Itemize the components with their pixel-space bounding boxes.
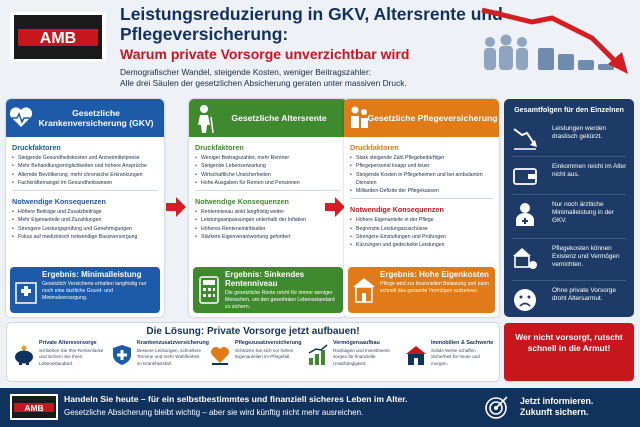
column-title: Gesetzliche Pflegeversicherung [367,113,498,123]
list-item: • Weniger Beitragszahler, mehr Rentner [195,154,347,162]
intro-line-1: Demografischer Wandel, steigende Kosten, weniger Beitragszahler: [120,67,372,77]
list-item: • Steigende Gesundheitskosten und Arzneimittelpreise [12,154,164,162]
solution-item-text: Bessere Leistungen, schnellere Termine und mehr Wahlfreiheit im Krankheitsfall. [137,348,202,366]
consequences-panel [504,99,634,317]
panel-item-text: Einkommen reicht im Alter nicht aus. [552,163,627,178]
divider [512,156,626,157]
solution-item-text: Solide Werte schaffen Sicherheit für heute und morgen. [431,348,480,366]
care-heart-icon [209,344,231,366]
consequences-title: Notwendige Konsequenzen [350,205,444,215]
column-header [6,99,164,137]
panel-item-text: Nur noch ärztliche Minimalleistung in der GKV. [552,201,614,224]
arrow-right-icon [166,196,186,218]
list-item: • Fokus auf medizinisch notwendige Basisversorgung [12,233,164,241]
solution-item-text: Schließen Sie Ihre Rentenlücke und sichern Sie Ihren Lebensstandard. [39,348,104,366]
solution-item-title: Private Altersvorsorge [39,340,97,346]
intro-line-2: Alle drei Säulen der gesetzlichen Absicherung geraten unter massiven Druck. [120,78,407,88]
consequences-title: Notwendige Konsequenzen [195,197,289,207]
panel-item [512,199,630,235]
consequences-title: Notwendige Konsequenzen [12,197,106,207]
result-box [348,267,495,313]
house-coins-icon [512,245,538,271]
column-header [344,99,499,137]
solution-item [109,340,209,380]
column-title: Gesetzliche Krankenversicherung (GKV) [38,108,154,128]
real-estate-icon [405,344,427,366]
calculator-icon [196,275,222,305]
column-rente [189,99,347,317]
doctor-icon [512,201,538,227]
list-item: • Hohe Ausgaben für Renten und Pensionen [195,179,347,187]
amb-logo-footer [10,394,58,420]
list-item: • Fachkräftemangel im Gesundheitswesen [12,179,164,187]
list-item: • Wirtschaftliche Unsicherheiten [195,171,347,179]
divider [512,280,626,281]
page-title: Leistungsreduzierung in GKV, Altersrente und Pflegeversicherung: [120,4,503,44]
solution-title: Die Lösung: Private Vorsorge jetzt aufbauen! [146,326,360,337]
result-title: Ergebnis: Hohe Eigenkosten [380,270,489,279]
divider [512,194,626,195]
result-title: Ergebnis: Sinkendes Rentenniveau [225,270,305,288]
divider [512,238,626,239]
panel-item-text: Ohne private Vorsorge droht Altersarmut. [552,287,616,302]
arrow-right-icon [325,196,345,218]
solution-section [6,322,500,382]
care-home-icon [351,275,377,305]
column-pflege [344,99,499,317]
divider [12,190,158,191]
amb-logo [10,12,106,62]
panel-item [512,285,630,315]
panel-title: Gesamtfolgen für den Einzelnen [514,105,624,114]
list-item: • Milliarden-Defizite der Pflegekassen [350,187,499,195]
solution-item-title: Vermögensaufbau [333,340,380,346]
drivers-title: Druckfaktoren [12,143,61,152]
drivers-title: Druckfaktoren [350,143,399,152]
list-item: • Stark steigende Zahl Pflegebedürftiger [350,154,499,162]
elderly-person-icon [189,99,219,137]
panel-item-text: Leistungen werden drastisch gekürzt. [552,125,607,140]
solution-item-title: Pflegezusatzversicherung [235,340,302,346]
growth-chart-icon [307,344,329,366]
divider [350,198,493,199]
footer-logo-text: AMB [24,403,44,413]
column-gkv [6,99,164,317]
list-item: • Steigende Lebenserwartung [195,162,347,170]
column-title: Gesetzliche Altersrente [231,113,327,123]
column-header [189,99,347,137]
solution-item [11,340,107,380]
solution-item [305,340,401,380]
result-text: Gesetzlich Versicherte erhalten langfristig nur noch eine ärztliche Grund- und Minimalversorgung. [42,281,147,301]
heart-pulse-icon [6,99,36,137]
piggy-bank-icon [13,344,35,366]
result-title: Ergebnis: Minimalleistung [42,270,142,279]
list-item: • Kürzungen und gedeckelte Leistungen [350,241,499,249]
solution-item [207,340,303,380]
panel-item [512,161,630,191]
alert-box: Wer nicht vorsorgt, rutscht schnell in die Armut! [504,323,634,381]
list-item: • Leistungsanpassungen unterhalb der Inflation [195,216,347,224]
panel-item-text: Pflegekosten können Existenz und Vermögen vernichten. [552,245,620,268]
declining-arrow-illustration [472,4,634,86]
hospital-icon [13,275,39,305]
footer-slogan [520,396,593,418]
panel-item [512,123,630,153]
footer-line-2: Gesetzliche Absicherung bleibt wichtig – aber sie wird künftig nicht mehr ausreichen. [64,408,364,417]
footer-line-1: Handeln Sie heute – für ein selbstbestimmtes und finanziell sicheres Leben im Alter. [64,394,408,404]
list-item: • Strengere Einstufungen und Prüfungen [350,233,499,241]
solution-item-title: Krankenzusatzversicherung [137,340,209,346]
sad-face-icon [512,287,538,313]
panel-item [512,243,630,277]
chart-down-icon [512,125,538,151]
list-item: • Höheres Renteneintrittsalter [195,225,347,233]
list-item: • Alternde Bevölkerung, mehr chronische Erkrankungen [12,171,164,179]
list-item: • Steigende Kosten in Pflegeheimen und bei ambulanten Diensten [350,171,499,188]
solution-item-title: Immobilien & Sachwerte [431,340,494,346]
result-box [193,267,343,313]
logo-text: AMB [39,30,77,47]
list-item: • Höhere Eigenanteile in der Pflege [350,216,499,224]
list-item: • Stärkere Eigenverantwortung gefordert [195,233,347,241]
list-item: • Begrenzte Leistungszuschüsse [350,225,499,233]
page-subtitle: Warum private Vorsorge unverzichtbar wird [120,46,410,62]
drivers-title: Druckfaktoren [195,143,244,152]
list-item: • Höhere Beiträge und Zusatzbeiträge [12,208,164,216]
solution-item-text: Schützen Sie sich vor hohen Eigenanteilen im Pflegefall. [235,348,294,360]
result-text: Pflege wird zur finanziellen Belastung und kann schnell das gesamte Vermögen aufzehren. [380,281,490,294]
people-icon [484,35,528,71]
result-text: Die gesetzliche Rente reicht für immer weniger Menschen, um den gewohnten Lebensstandard zu sichern. [225,290,335,310]
list-item: • Rentenniveau sinkt langfristig weiter [195,208,347,216]
health-shield-icon [111,344,133,366]
wallet-icon [512,163,538,189]
result-box [10,267,160,313]
footer-slogan-2: Zukunft sichern. [520,407,589,417]
list-item: • Mehr Eigenanteile und Zuzahlungen [12,216,164,224]
footer-slogan-1: Jetzt informieren. [520,396,594,406]
divider [195,190,341,191]
target-icon [484,394,510,420]
list-item: • Pflegepersonal knapp und teuer [350,162,499,170]
solution-item-text: Rücklagen und Investments sorgen für finanzielle Unabhängigkeit. [333,348,390,366]
solution-item [403,340,499,380]
list-item: • Mehr Behandlungsmöglichkeiten und höhere Ansprüche [12,162,164,170]
caregiver-icon [344,99,374,137]
list-item: • Strengere Leistungsprüfung und Genehmigungen [12,225,164,233]
